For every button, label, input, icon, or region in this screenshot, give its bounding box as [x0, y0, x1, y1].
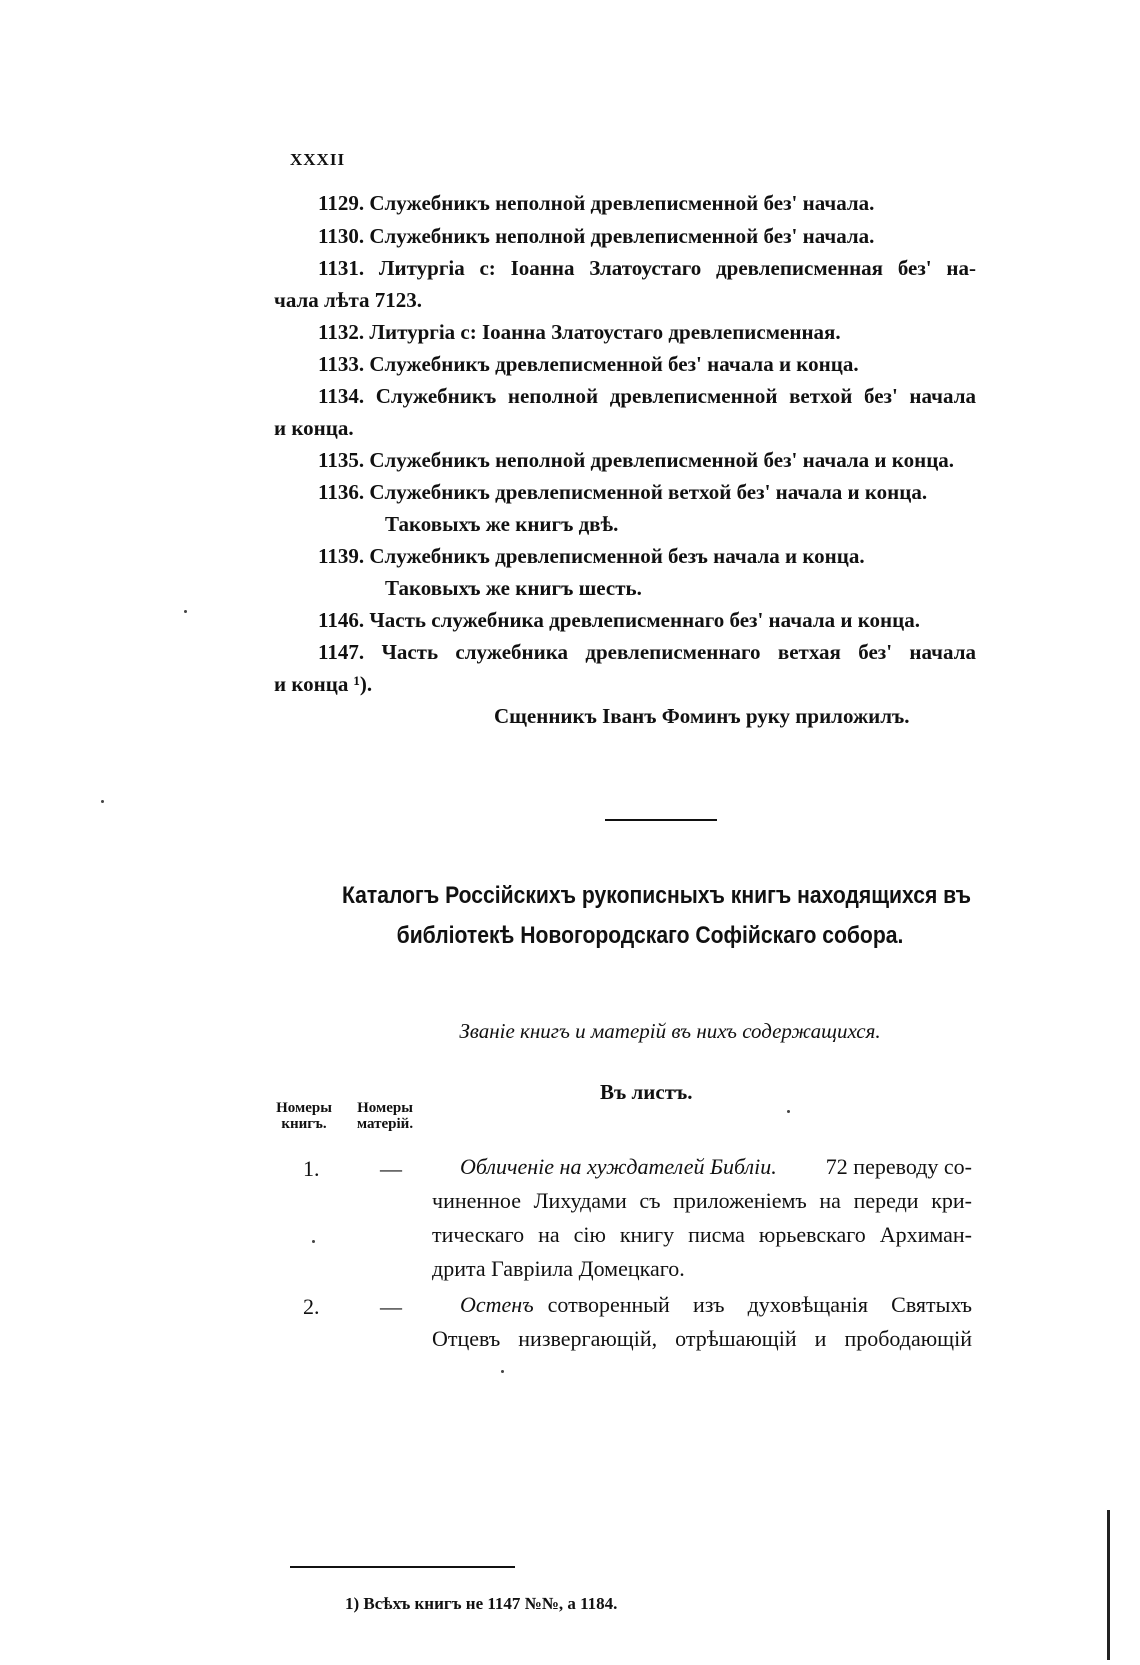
entry-1139-note: Таковыхъ же книгъ шесть.: [385, 576, 642, 600]
item-text: 72 переводу со-: [825, 1154, 972, 1179]
scan-speck: [312, 1240, 315, 1243]
item-text: сотворенный изъ духовѣщанія Святыхъ: [547, 1292, 972, 1317]
catalog-title-line2: библіотекѣ Новогородскаго Софійскаго собора.: [396, 922, 904, 949]
entry-1132: 1132. Литургіа с: Іоанна Златоустаго древлеписменная.: [318, 320, 841, 344]
section-heading: Въ листъ.: [600, 1080, 693, 1104]
entry-1147-cont: и конца ¹).: [274, 672, 373, 696]
entry-1131-cont: чала лѣта 7123.: [274, 288, 423, 312]
entry-1146: 1146. Часть служебника древлеписменнаго без' начала и конца.: [318, 608, 920, 632]
scan-speck: [101, 800, 104, 803]
entry-1131: 1131. Литургіа с: Іоанна Златоустаго древлеписменная без' на-: [318, 256, 976, 280]
scan-edge-mark: [1107, 1510, 1110, 1660]
scan-speck: [787, 1110, 790, 1113]
item-number: 2.: [303, 1294, 320, 1319]
signature: Сщенникъ Іванъ Фоминъ руку приложилъ.: [494, 704, 910, 728]
column-header-books: Номеры книгъ.: [276, 1100, 332, 1132]
item-first-line: [460, 1294, 972, 1316]
item-matter-dash: —: [380, 1294, 402, 1319]
entry-1134-cont: и конца.: [274, 416, 354, 440]
entry-1136: 1136. Служебникъ древлеписменной ветхой без' начала и конца.: [318, 480, 928, 504]
entry-1136-note: Таковыхъ же книгъ двѣ.: [385, 512, 619, 536]
scan-speck: [501, 1370, 504, 1373]
section-divider: [605, 819, 717, 821]
scan-speck: [184, 610, 187, 613]
entry-1135: 1135. Служебникъ неполной древлеписменной без' начала и конца.: [318, 448, 955, 472]
entry-1129: 1129. Служебникъ неполной древлеписменной без' начала.: [318, 191, 875, 215]
item-matter-dash: —: [380, 1156, 402, 1181]
item-text-line: Отцевъ низвергающій, отрѣшающій и прободающій: [432, 1326, 972, 1351]
footnote: 1) Всѣхъ книгъ не 1147 №№, а 1184.: [345, 1594, 618, 1613]
entry-1147: 1147. Часть служебника древлеписменнаго ветхая без' начала: [318, 640, 976, 664]
entry-1134: 1134. Служебникъ неполной древлеписменной ветхой без' начала: [318, 384, 976, 408]
item-text-line: чиненное Лихудами съ приложеніемъ на переди кри-: [432, 1188, 972, 1213]
item-title: Остенъ: [460, 1292, 534, 1317]
item-title: Обличеніе на хуждателей Библіи.: [460, 1154, 777, 1179]
entry-1133: 1133. Служебникъ древлеписменной без' начала и конца.: [318, 352, 859, 376]
entry-1130: 1130. Служебникъ неполной древлеписменной без' начала.: [318, 224, 875, 248]
item-number: 1.: [303, 1156, 320, 1181]
catalog-title-line1: Каталогъ Россійскихъ рукописныхъ книгъ находящихся въ: [342, 882, 972, 909]
catalog-subtitle: Званіе книгъ и матерій въ нихъ содержащихся.: [459, 1019, 881, 1043]
page-number: XXXII: [290, 150, 346, 169]
column-header-matters: Номеры матерій.: [356, 1100, 414, 1132]
item-text-line: тическаго на сію книгу писма юрьевскаго Архиман-: [432, 1222, 972, 1247]
footnote-rule: [290, 1566, 515, 1568]
item-first-line: [460, 1156, 972, 1178]
entry-1139: 1139. Служебникъ древлеписменной безъ начала и конца.: [318, 544, 865, 568]
item-text-line: дрита Гавріила Домецкаго.: [432, 1256, 685, 1281]
